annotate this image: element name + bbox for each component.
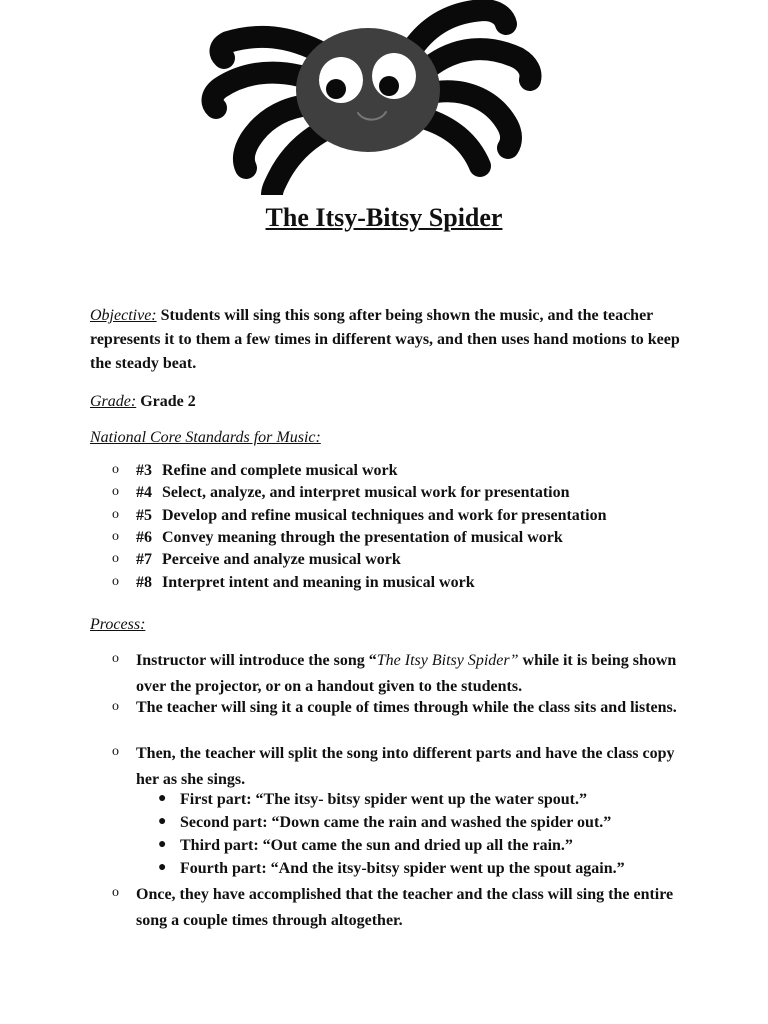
spider-illustration xyxy=(198,0,543,195)
standard-number: #8 xyxy=(136,574,152,591)
page-title: The Itsy-Bitsy Spider xyxy=(265,203,503,232)
process-list xyxy=(90,648,690,938)
bullet-dot-icon: ● xyxy=(158,860,167,875)
standard-text: Interpret intent and meaning in musical work xyxy=(162,574,475,591)
process-step-4: Once, they have accomplished that the teacher and the class will sing the entire song a couple times through altogether. xyxy=(136,886,674,929)
standard-number: #4 xyxy=(136,484,152,501)
standard-text: Develop and refine musical techniques and work for presentation xyxy=(162,507,607,524)
circle-bullet-icon: o xyxy=(112,651,119,666)
circle-bullet-icon: o xyxy=(112,551,119,566)
circle-bullet-icon: o xyxy=(112,529,119,544)
bullet-dot-icon: ● xyxy=(158,814,167,829)
standard-number: #7 xyxy=(136,551,152,568)
song-part: First part: “The itsy- bitsy spider went up the water spout.” xyxy=(180,791,587,808)
song-part: Fourth part: “And the itsy-bitsy spider went up the spout again.” xyxy=(180,860,625,877)
standard-text: Perceive and analyze musical work xyxy=(162,551,401,568)
grade-section xyxy=(90,390,690,414)
objective-section xyxy=(90,304,690,376)
process-step-2: The teacher will sing it a couple of times through while the class sits and listens. xyxy=(136,699,677,716)
process-step-3: Then, the teacher will split the song into different parts and have the class copy her as she sings. xyxy=(136,745,675,788)
grade-label: Grade: xyxy=(90,393,137,410)
circle-bullet-icon: o xyxy=(112,574,119,589)
song-part: Second part: “Down came the rain and washed the spider out.” xyxy=(180,814,612,831)
bullet-dot-icon: ● xyxy=(158,837,167,852)
standard-number: #3 xyxy=(136,462,152,479)
standard-text: Select, analyze, and interpret musical work for presentation xyxy=(162,484,570,501)
process-section xyxy=(90,613,690,637)
standards-section xyxy=(90,426,690,450)
song-part: Third part: “Out came the sun and dried up all the rain.” xyxy=(180,837,573,854)
circle-bullet-icon: o xyxy=(112,484,119,499)
circle-bullet-icon: o xyxy=(112,462,119,477)
circle-bullet-icon: o xyxy=(112,507,119,522)
standard-text: Refine and complete musical work xyxy=(162,462,398,479)
objective-label: Objective: xyxy=(90,307,157,324)
bullet-dot-icon: ● xyxy=(158,791,167,806)
circle-bullet-icon: o xyxy=(112,699,119,714)
process-label: Process: xyxy=(90,616,146,633)
process-step-1: Instructor will introduce the song “The Itsy Bitsy Spider” while it is being shown over the projector, or on a handout given to the students. xyxy=(136,652,677,695)
objective-text: Students will sing this song after being shown the music, and the teacher represents it to them a few times in different ways, and then uses hand motions to keep the steady beat. xyxy=(90,307,680,372)
standards-list xyxy=(90,462,690,602)
standard-number: #6 xyxy=(136,529,152,546)
standard-text: Convey meaning through the presentation of musical work xyxy=(162,529,563,546)
circle-bullet-icon: o xyxy=(112,885,119,900)
song-title: The Itsy Bitsy Spider” xyxy=(376,652,519,669)
standard-number: #5 xyxy=(136,507,152,524)
grade-value: Grade 2 xyxy=(140,393,196,410)
circle-bullet-icon: o xyxy=(112,744,119,759)
standards-label: National Core Standards for Music: xyxy=(90,429,321,446)
